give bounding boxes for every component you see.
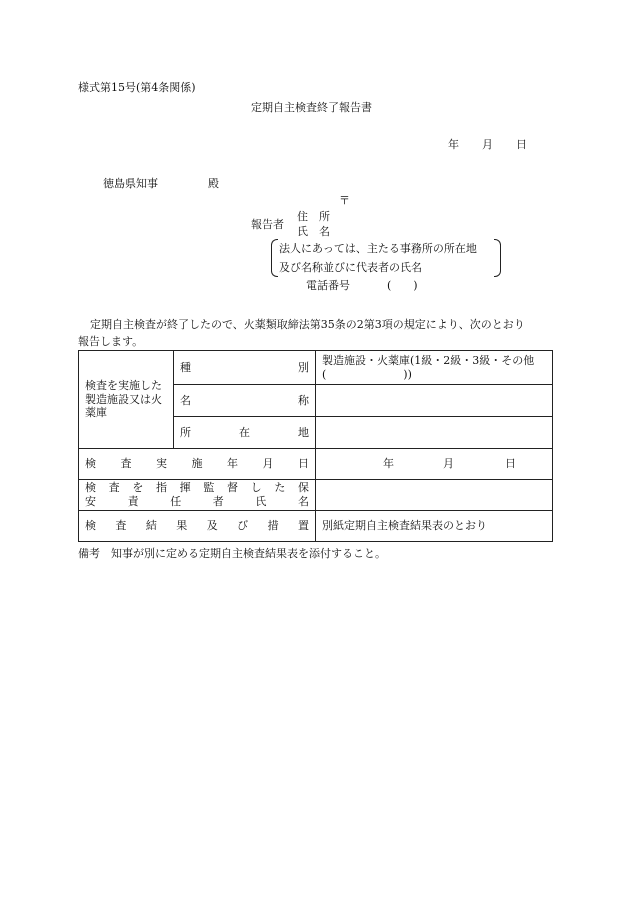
- supervisor-label-line2: 安責任者氏名: [85, 495, 309, 508]
- supervisor-value: [316, 480, 553, 511]
- supervisor-label: [79, 480, 316, 511]
- corp-note-right-bracket: [494, 239, 501, 277]
- addressee: 徳島県知事: [103, 177, 158, 190]
- remarks-note: 備考 知事が別に定める定期自主検査結果表を添付すること。: [78, 547, 386, 560]
- inspection-date-year: 年: [383, 457, 394, 471]
- honorific: 殿: [208, 177, 219, 190]
- corp-note-left-bracket: [271, 239, 278, 277]
- kind-value: [316, 351, 553, 385]
- inspection-date-label: 検査実施年月日: [79, 449, 316, 480]
- inspection-date-value: [316, 449, 553, 480]
- corp-note-line1: 法人にあっては、主たる事務所の所在地: [279, 242, 477, 255]
- phone-label: 電話番号: [306, 279, 350, 292]
- table-row: [79, 351, 553, 385]
- inspection-date-day: 日: [505, 457, 516, 471]
- kind-label: 種 別: [174, 351, 316, 385]
- location-label: 所 在 地: [174, 417, 316, 449]
- result-label: 検査結果及び措置: [79, 511, 316, 542]
- facility-group-label: 検査を実施した製造施設又は火薬庫: [79, 351, 174, 449]
- reporter-label: 報告者: [251, 218, 284, 231]
- kind-value-line1: 製造施設・火薬庫(1級・2級・3級・その他: [322, 353, 535, 367]
- kind-value-line2: ( )): [322, 367, 412, 381]
- location-value: [316, 417, 553, 449]
- inspection-table: [78, 350, 553, 542]
- body-text-line2: 報告します。: [78, 335, 144, 348]
- corp-note-line2: 及び名称並びに代表者の氏名: [279, 261, 422, 274]
- phone-parens: ( ): [387, 279, 418, 292]
- body-text-line1: 定期自主検査が終了したので、火薬類取締法第35条の2第3項の規定により、次のとおり: [90, 318, 525, 331]
- document-title: 定期自主検査終了報告書: [251, 101, 372, 114]
- date-day: 日: [516, 138, 527, 151]
- date-year: 年: [448, 138, 459, 151]
- result-value: 別紙定期自主検査結果表のとおり: [316, 511, 553, 542]
- facility-name-value: [316, 385, 553, 417]
- form-number: 様式第15号(第4条関係): [78, 81, 196, 94]
- name-label: 氏 名: [297, 225, 330, 238]
- table-row: [79, 511, 553, 542]
- date-month: 月: [482, 138, 493, 151]
- postal-mark: 〒: [339, 194, 350, 207]
- table-row: [79, 449, 553, 480]
- supervisor-label-line1: 検査を指揮監督した保: [85, 481, 309, 495]
- facility-name-label: 名 称: [174, 385, 316, 417]
- inspection-date-month: 月: [443, 457, 454, 471]
- table-row: [79, 480, 553, 511]
- address-label: 住 所: [297, 210, 330, 223]
